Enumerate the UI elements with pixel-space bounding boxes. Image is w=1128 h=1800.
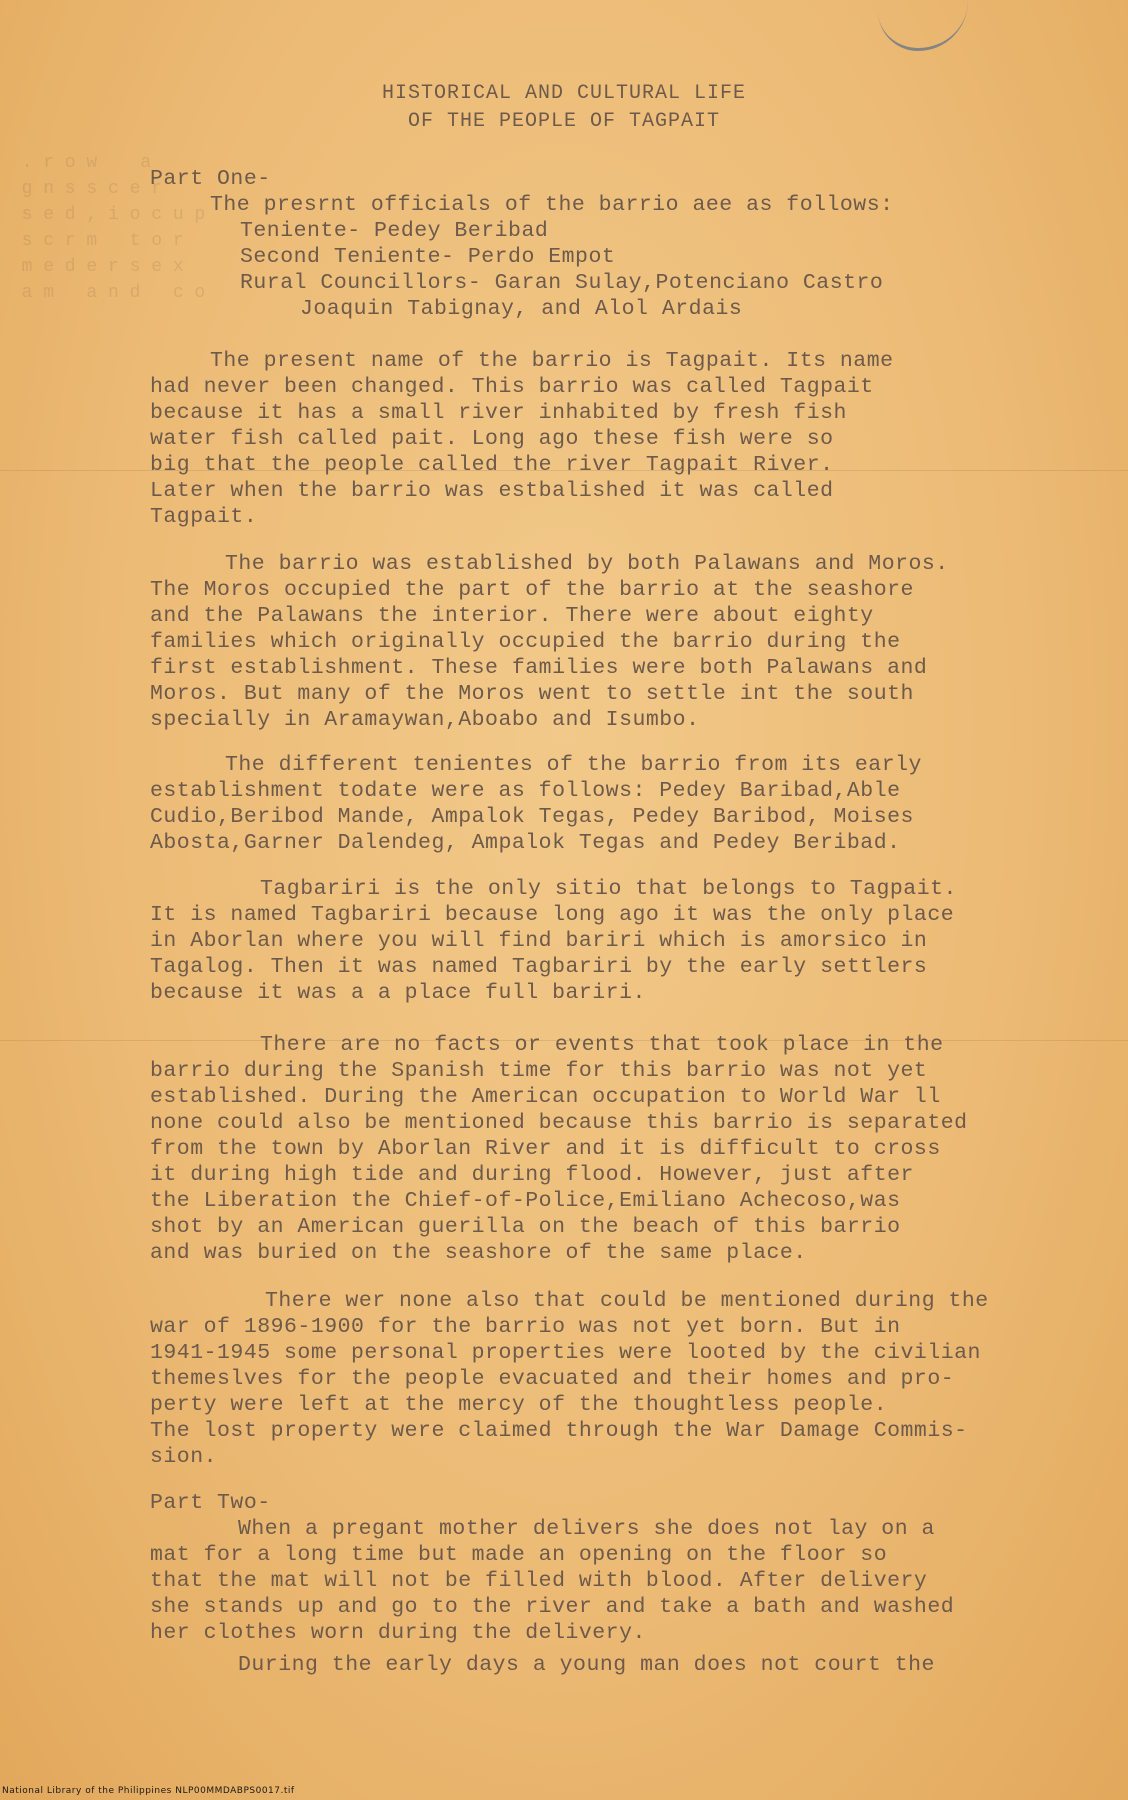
para-sitio-line: in Aborlan where you will find bariri which is amorsico in <box>150 929 928 953</box>
para-tenientes-line: establishment todate were as follows: Pedey Baribad,Able <box>150 779 901 803</box>
para-name-line: big that the people called the river Tagpait River. <box>150 453 834 477</box>
part-two-heading: Part Two- <box>150 1491 271 1515</box>
official-teniente: Teniente- Pedey Beribad <box>240 219 549 243</box>
para-established-line: first establishment. These families were both Palawans and <box>150 656 928 680</box>
para-events-line: established. During the American occupation to World War ll <box>150 1085 941 1109</box>
para-birth-line: her clothes worn during the delivery. <box>150 1621 646 1645</box>
para-tenientes-line: The different tenientes of the barrio from its early <box>225 753 922 777</box>
para-war-line: sion. <box>150 1445 218 1469</box>
scan-footer: National Library of the Philippines NLP00MMDABPS0017.tif <box>2 1786 295 1796</box>
para-sitio-line: Tagalog. Then it was named Tagbariri by the early settlers <box>150 955 928 979</box>
para-sitio-line: It is named Tagbariri because long ago it was the only place <box>150 903 955 927</box>
para-established-line: families which originally occupied the barrio during the <box>150 630 901 654</box>
para-name-line: water fish called pait. Long ago these fish were so <box>150 427 834 451</box>
para-sitio-line: because it was a a place full bariri. <box>150 981 646 1005</box>
official-councillors-1: Rural Councillors- Garan Sulay,Potenciano Castro <box>240 271 884 295</box>
para-events-line: shot by an American guerilla on the beach of this barrio <box>150 1215 901 1239</box>
para-events-line: it during high tide and during flood. However, just after <box>150 1163 914 1187</box>
para-tenientes-line: Cudio,Beribod Mande, Ampalok Tegas, Pedey Baribod, Moises <box>150 805 914 829</box>
para-name-line: Tagpait. <box>150 505 258 529</box>
para-established-line: Moros. But many of the Moros went to settle int the south <box>150 682 914 706</box>
bleed-through-text: . r o w a g n s s c e r s e d , i o c u p s c r m t o r m e d e r s e x a m a n d c o <box>21 153 206 303</box>
para-war-line: There wer none also that could be mentioned during the <box>265 1289 989 1313</box>
document-title-line2: OF THE PEOPLE OF TAGPAIT <box>407 110 721 133</box>
para-events-line: barrio during the Spanish time for this barrio was not yet <box>150 1059 928 1083</box>
para-tenientes-line: Abosta,Garner Dalendeg, Ampalok Tegas and Pedey Beribad. <box>150 831 901 855</box>
para-established-line: The barrio was established by both Palawans and Moros. <box>225 552 949 576</box>
para-war-line: The lost property were claimed through the War Damage Commis- <box>150 1419 968 1443</box>
last-line: During the early days a young man does not court the <box>238 1653 935 1677</box>
official-councillors-2: Joaquin Tabignay, and Alol Ardais <box>300 297 743 321</box>
para-birth-line: When a pregant mother delivers she does not lay on a <box>238 1517 935 1541</box>
ink-stain <box>878 0 968 51</box>
para-name-line: had never been changed. This barrio was called Tagpait <box>150 375 874 399</box>
officials-intro: The presrnt officials of the barrio aee as follows: <box>210 193 894 217</box>
para-war-line: themeslves for the people evacuated and their homes and pro- <box>150 1367 955 1391</box>
para-events-line: from the town by Aborlan River and it is difficult to cross <box>150 1137 941 1161</box>
para-name-line: Later when the barrio was estbalished it was called <box>150 479 834 503</box>
para-established-line: specially in Aramaywan,Aboabo and Isumbo. <box>150 708 700 732</box>
para-war-line: perty were left at the mercy of the thoughtless people. <box>150 1393 888 1417</box>
para-war-line: war of 1896-1900 for the barrio was not yet born. But in <box>150 1315 901 1339</box>
para-events-line: none could also be mentioned because this barrio is separated <box>150 1111 968 1135</box>
para-war-line: 1941-1945 some personal properties were looted by the civilian <box>150 1341 981 1365</box>
para-birth-line: mat for a long time but made an opening on the floor so <box>150 1543 888 1567</box>
para-name-line: The present name of the barrio is Tagpait. Its name <box>210 349 894 373</box>
para-established-line: The Moros occupied the part of the barrio at the seashore <box>150 578 914 602</box>
para-birth-line: that the mat will not be filled with blood. After delivery <box>150 1569 928 1593</box>
para-sitio-line: Tagbariri is the only sitio that belongs to Tagpait. <box>260 877 957 901</box>
official-second-teniente: Second Teniente- Perdo Empot <box>240 245 616 269</box>
part-one-heading: Part One- <box>150 167 271 191</box>
para-events-line: the Liberation the Chief-of-Police,Emiliano Achecoso,was <box>150 1189 901 1213</box>
para-established-line: and the Palawans the interior. There were about eighty <box>150 604 874 628</box>
document-title-line1: HISTORICAL AND CULTURAL LIFE <box>381 82 747 105</box>
para-birth-line: she stands up and go to the river and take a bath and washed <box>150 1595 955 1619</box>
para-name-line: because it has a small river inhabited by fresh fish <box>150 401 847 425</box>
para-events-line: and was buried on the seashore of the same place. <box>150 1241 807 1265</box>
para-events-line: There are no facts or events that took place in the <box>260 1033 944 1057</box>
